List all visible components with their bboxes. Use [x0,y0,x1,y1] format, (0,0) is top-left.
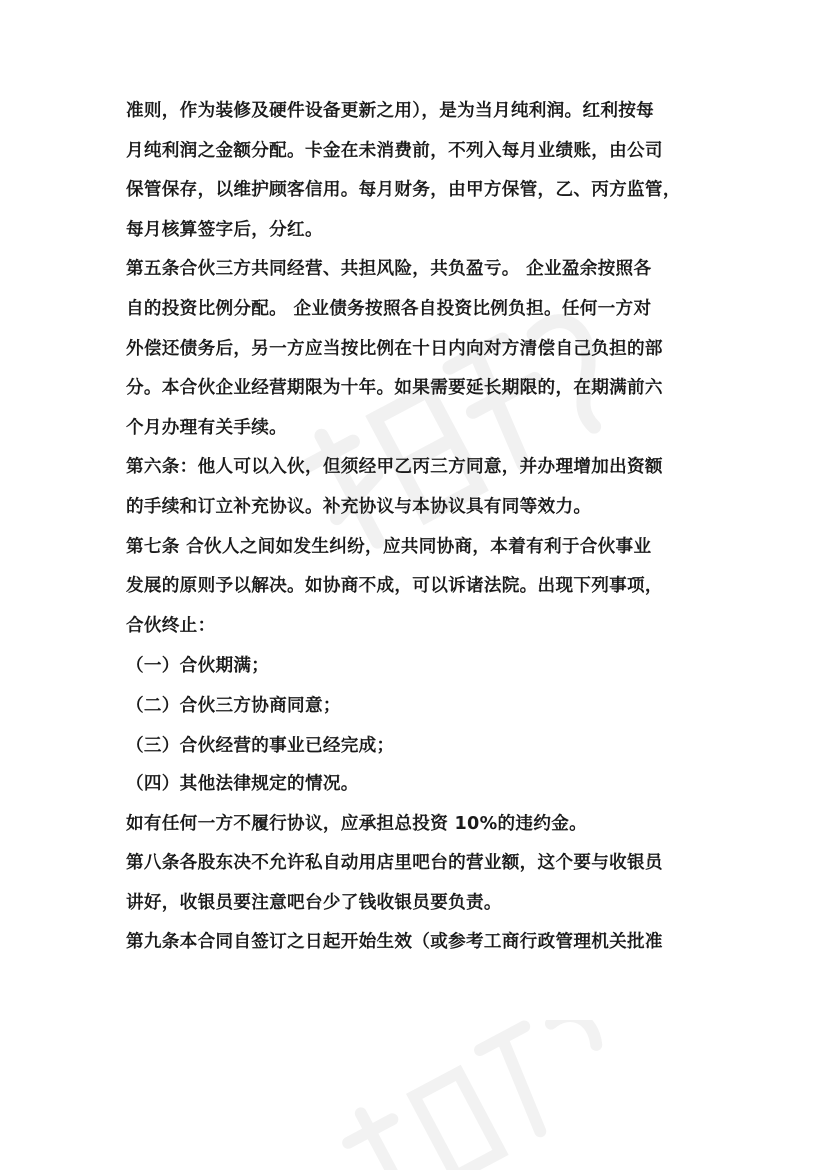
list-item: （四）其他法律规定的情况。 [126,774,359,795]
text-line: 的手续和订立补充协议。补充协议与本协议具有同等效力。 [126,496,592,517]
document-body [126,92,712,963]
text-line: 合伙终止： [126,615,216,636]
article-7: 第七条 合伙人之间如发生纠纷，应共同协商，本着有利于合伙事业 [126,536,652,557]
list-item: （三）合伙经营的事业已经完成； [126,734,395,756]
text-line: 发展的原则予以解决。如协商不成，可以诉诸法院。出现下列事项， [126,576,663,597]
text-line: 准则，作为装修及硬件设备更新之用），是为当月纯利润。红利按每 [126,101,655,121]
article-8: 第八条各股东决不允许私自动用店里吧台的营业额，这个要与收银员 [126,853,663,874]
text-line: 保管保存，以维护顾客信用。每月财务，由甲方保管，乙、丙方监管， [126,180,681,201]
text-line: 外偿还债务后，另一方应当按比例在十日内向对方清偿自己负担的部 [126,338,663,359]
list-item: （一）合伙期满； [126,655,270,677]
text-line: 个月办理有关手续。 [126,417,288,438]
list-item: （二）合伙三方协商同意； [126,694,341,716]
stamp-watermark-icon [300,1020,640,1170]
text-line: 每月核算签字后，分红。 [126,219,323,240]
penalty-clause: 如有任何一方不履行协议，应承担总投资 10%的违约金。 [126,813,587,834]
article-5: 第五条合伙三方共同经营、共担风险，共负盈亏。 企业盈余按照各 [126,259,652,280]
text-line: 月纯利润之金额分配。卡金在未消费前，不列入每月业绩账，由公司 [126,140,663,161]
article-6: 第六条：他人可以入伙，但须经甲乙丙三方同意，并办理增加出资额 [126,457,663,478]
text-line: 分。本合伙企业经营期限为十年。如果需要延长期限的，在期满前六 [126,378,663,399]
text-line: 自的投资比例分配。 企业债务按照各自投资比例负担。任何一方对 [126,298,652,319]
article-9: 第九条本合同自签订之日起开始生效（或参考工商行政管理机关批准 [126,932,663,953]
text-line: 讲好，收银员要注意吧台少了钱收银员要负责。 [126,892,502,913]
